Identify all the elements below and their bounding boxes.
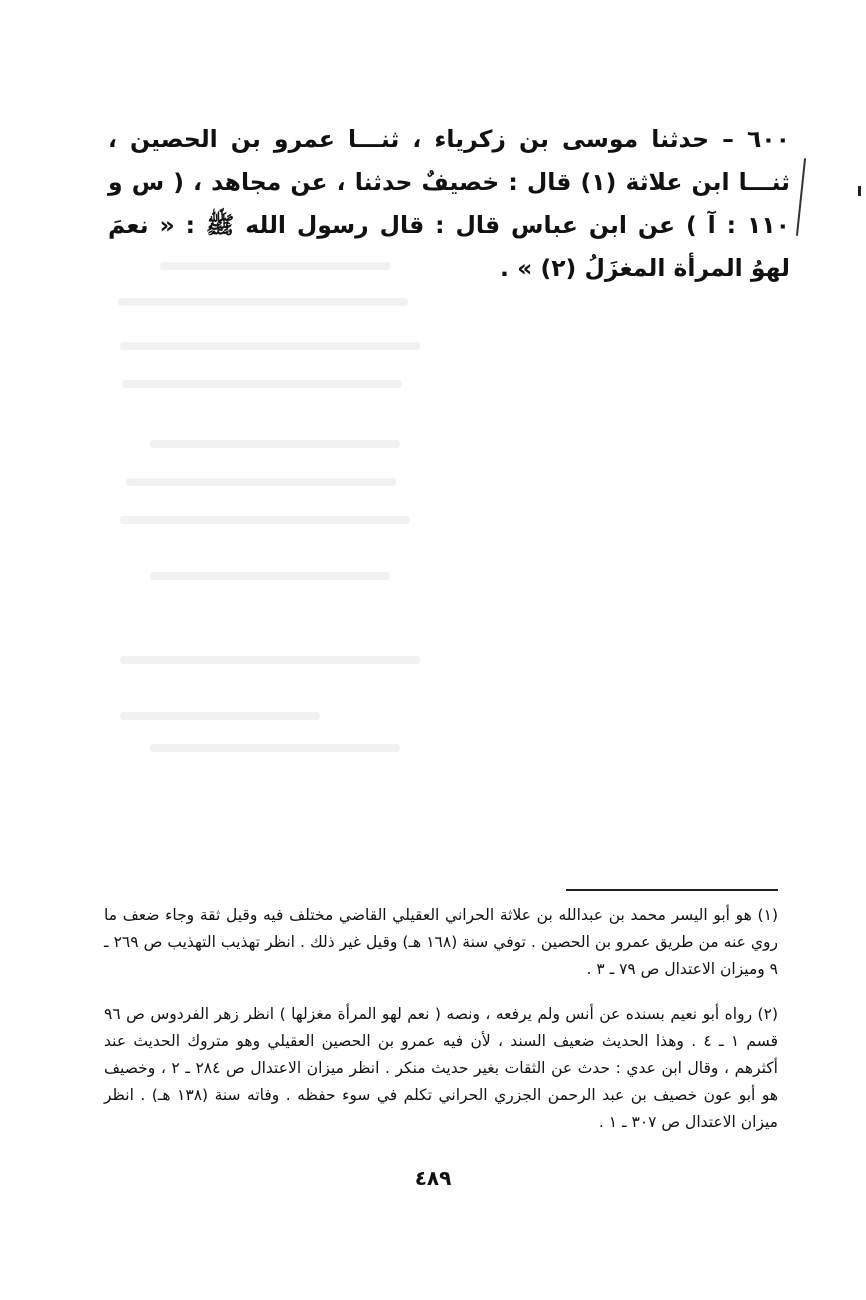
page-number: ٤٨٩ [414,1166,452,1190]
hadith-600-text: ٦٠٠ – حدثنا موسى بن زكرياء ، ثنـــا عمرو بن الحصين ، ثنـــا ابن علاثة (١) قال : خصيفٌ حدثنا ، عن مجاهد ، ( س و ١١٠ : آ ) عن ابن عباس قال : قال رسول الله ﷺ : « نعمَ لهوُ المرأة المغزَلُ (٢) » . [108,125,791,282]
footnote-1: (١) هو أبو اليسر محمد بن عبدالله بن علاثة الحراني العقيلي القاضي مختلف فيه وقيل ثقة وجاء ضعف ما روي عنه من طريق عمرو بن الحصين . توفي سنة (١٦٨ هـ) وقيل غير ذلك . انظر تهذيب التهذيب ص ٢٦٩ ـ ٩ وميزان الاعتدال ص ٧٩ ـ ٣ . [104,906,779,978]
margin-mark [858,186,861,196]
margin-line [796,158,806,236]
footnote-2: (٢) رواه أبو نعيم بسنده عن أنس ولم يرفعه ، ونصه ( نعم لهو المرأة مغزلها ) انظر زهر الفردوس ص ٩٦ قسم ١ ـ ٤ . وهذا الحديث ضعيف السند ، لأن فيه عمرو بن الحصين العقيلي وهو متروك الحديث عند أكثرهم ، وقال ابن عدي : حدث عن الثقات بغير حديث منكر . انظر ميزان الاعتدال ص ٢٨٤ ـ ٢ ، وخصيف هو أبو عون خصيف بن عبد الرحمن الجزري الحراني تكلم في سوء حفظه . وفاته سنة (١٣٨ هـ) . انظر ميزان الاعتدال ص ٣٠٧ ـ ١ . [104,1005,779,1131]
footnote-separator [566,889,778,891]
